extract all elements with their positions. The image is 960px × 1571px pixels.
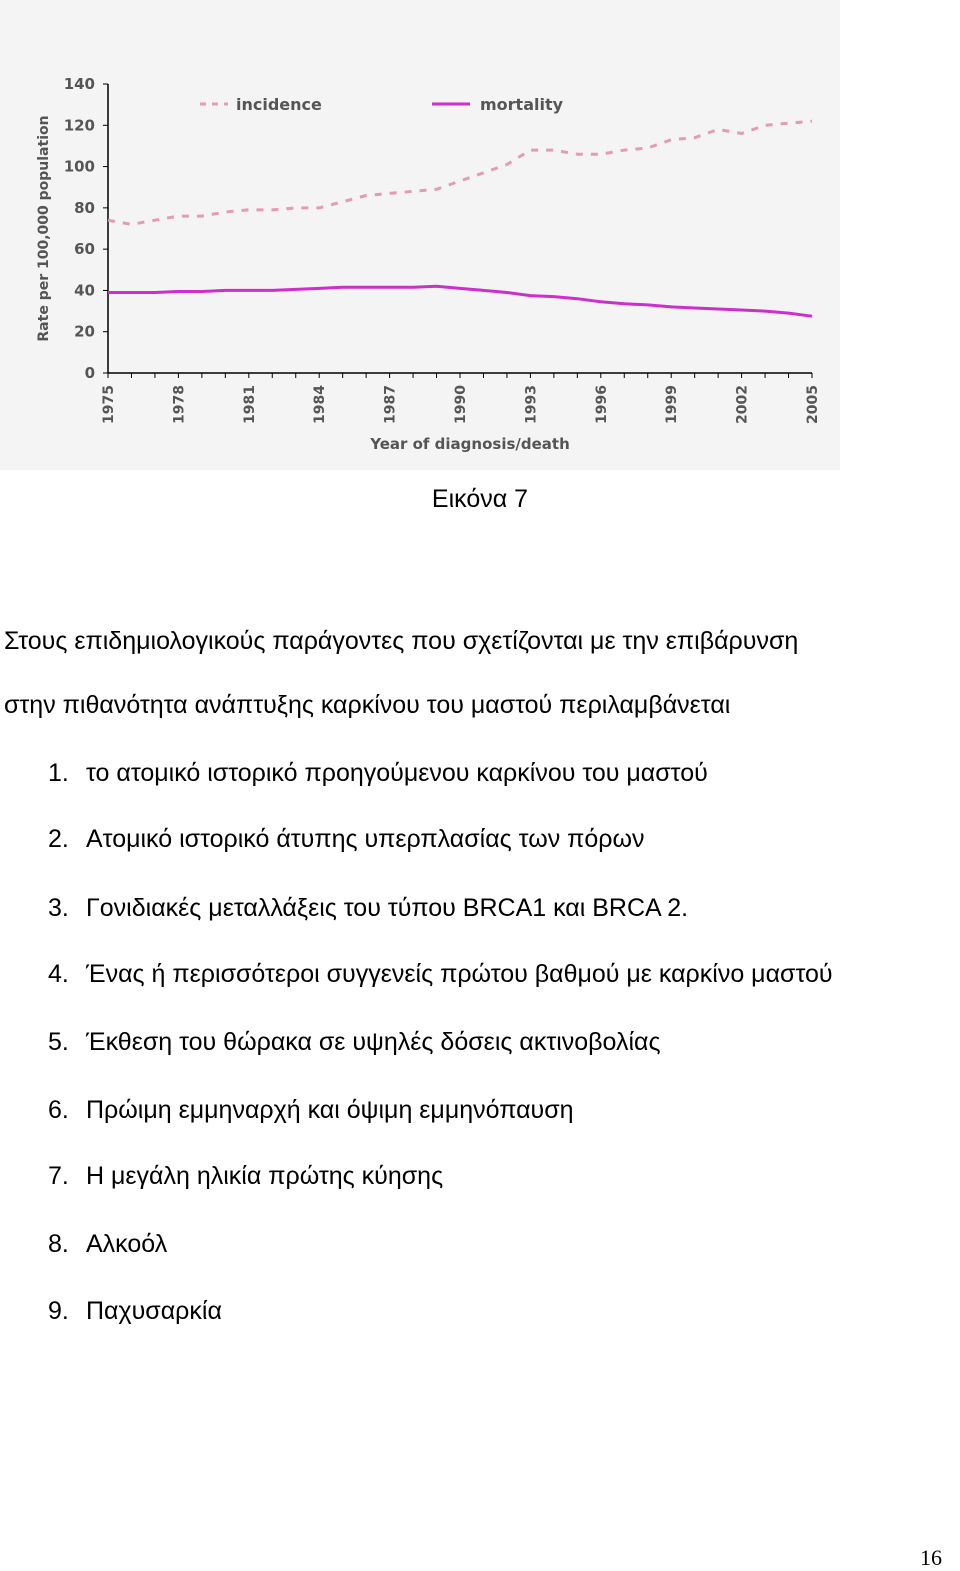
list-item-number: 6. [48,1096,69,1124]
x-tick-label: 1996 [593,385,610,424]
legend-label-incidence: incidence [236,95,322,114]
y-tick-label: 120 [63,116,95,135]
list-item [48,758,708,788]
intro-paragraph-line-1: Στους επιδημιολογικούς παράγοντες που σχετίζονται με την επιβάρυνση [4,627,799,655]
list-item [48,1229,167,1259]
list-item-number: 3. [48,894,69,922]
list-item-number: 8. [48,1230,69,1258]
list-item-number: 7. [48,1162,69,1190]
list-item-text: Έκθεση του θώρακα σε υψηλές δόσεις ακτινοβολίας [86,1028,661,1056]
x-tick-label: 2005 [805,385,821,424]
list-item-text: Γονιδιακές μεταλλάξεις του τύπου BRCA1 και BRCA 2. [86,894,689,922]
y-axis-label: Rate per 100,000 population [36,115,52,342]
page-number: 16 [920,1545,942,1570]
list-item-text: Ατομικό ιστορικό άτυπης υπερπλασίας των πόρων [86,825,645,853]
list-item-number: 4. [48,960,69,988]
series-line-mortality [108,286,812,316]
x-tick-label: 1993 [523,385,540,424]
x-tick-label: 1981 [241,385,258,424]
intro-paragraph-line-2: στην πιθανότητα ανάπτυξης καρκίνου του μαστού περιλαμβάνεται [4,691,731,719]
x-tick-label: 1990 [453,385,469,424]
x-tick-label: 1987 [382,385,399,424]
list-item-number: 5. [48,1028,69,1056]
list-item-number: 2. [48,825,69,853]
list-item [48,893,688,923]
list-item-text: Η μεγάλη ηλικία πρώτης κύησης [86,1162,444,1190]
x-tick-label: 1984 [312,385,329,424]
y-tick-label: 140 [63,75,95,93]
y-tick-label: 80 [74,198,95,217]
list-item [48,959,833,989]
list-item [48,1095,574,1125]
x-axis-label: Year of diagnosis/death [370,435,570,453]
list-item [48,1296,222,1326]
x-tick-label: 1999 [664,385,681,424]
list-item [48,824,645,854]
list-item [48,1161,443,1191]
y-tick-label: 100 [63,157,95,176]
x-tick-label: 1978 [171,385,188,424]
y-tick-label: 60 [74,240,95,259]
list-item-text: Πρώιμη εμμηναρχή και όψιμη εμμηνόπαυση [86,1096,574,1124]
figure-caption: Εικόνα 7 [431,485,529,513]
list-item-text: Παχυσαρκία [86,1297,222,1325]
x-tick-label: 2002 [734,385,751,424]
incidence-mortality-chart [0,0,840,470]
list-item-number: 1. [48,759,69,787]
list-item-text: το ατομικό ιστορικό προηγούμενου καρκίνου του μαστού [86,759,708,787]
chart-canvas [0,0,840,470]
list-item-text: Αλκοόλ [86,1230,168,1258]
list-item-number: 9. [48,1297,69,1325]
x-tick-label: 1975 [101,385,117,424]
legend-label-mortality: mortality [480,95,564,114]
y-tick-label: 20 [74,322,95,341]
series-line-incidence [108,121,812,224]
list-item [48,1027,661,1057]
y-tick-label: 40 [74,281,95,300]
y-tick-label: 0 [84,364,95,382]
list-item-text: Ένας ή περισσότεροι συγγενείς πρώτου βαθμού με καρκίνο μαστού [86,960,833,988]
